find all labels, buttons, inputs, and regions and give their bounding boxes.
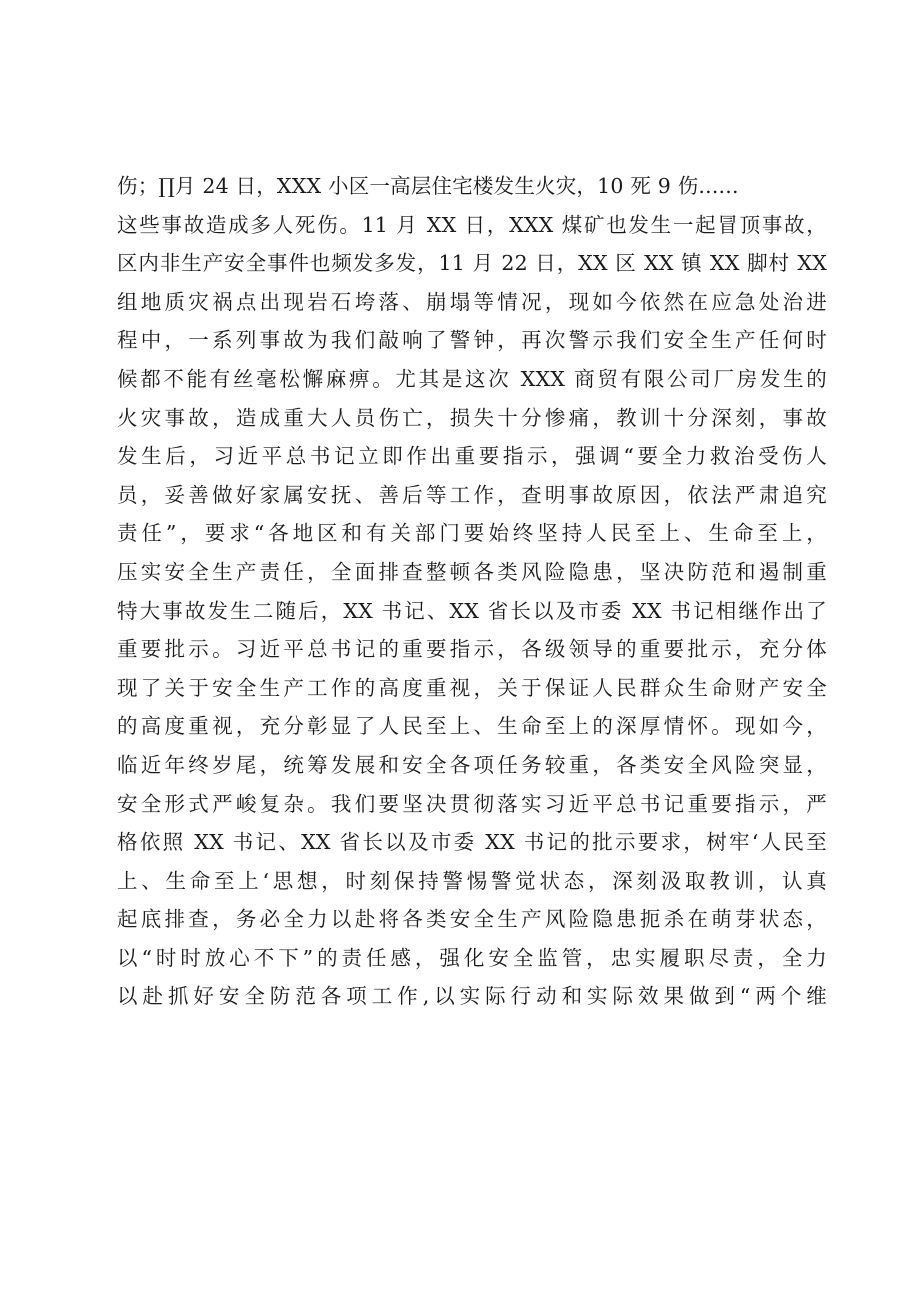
text-line: 组地质灾祸点出现岩石垮落、崩塌等情况，现如今依然在应急处治进 — [117, 289, 827, 314]
text-line: 以赴抓好安全防范各项工作,以实际行动和实际效果做到“两个维 — [117, 984, 827, 1009]
text-line: 格依照 XX 书记、XX 省长以及市委 XX 书记的批示要求，树牢‘人民至 — [117, 830, 827, 855]
text-line: 特大事故发生二随后，XX 书记、XX 省长以及市委 XX 书记相继作出了 — [117, 598, 827, 623]
text-line: 责任”，要求“各地区和有关部门要始终坚持人民至上、生命至上， — [117, 521, 827, 546]
text-line: 区内非生产安全事件也频发多发，11 月 22 日，XX 区 XX 镇 XX 脚村 XX — [117, 251, 827, 276]
text-line: 上、生命至上‘思想，时刻保持警惕警觉状态，深刻汲取教训，认真 — [117, 868, 827, 893]
body-text — [117, 167, 827, 1016]
text-line: 伤；∏月 24 日，XXX 小区一高层住宅楼发生火灾，10 死 9 伤...... — [117, 174, 739, 198]
text-line: 压实安全生产责任，全面排查整顿各类风险隐患，坚决防范和遏制重 — [117, 559, 827, 584]
text-line: 的高度重视，充分彰显了人民至上、生命至上的深厚情怀。现如今， — [117, 714, 827, 739]
text-line: 起底排查，务必全力以赴将各类安全生产风险隐患扼杀在萌芽状态， — [117, 907, 827, 932]
text-line: 员，妥善做好家属安抚、善后等工作，查明事故原因，依法严肃追究 — [117, 482, 827, 507]
text-line: 程中，一系列事故为我们敲响了警钟，再次警示我们安全生产任何时 — [117, 328, 827, 353]
text-line: 以“时时放心不下”的责任感，强化安全监管，忠实履职尽责，全力 — [117, 945, 827, 970]
text-line: 候都不能有丝毫松懈麻痹。尤其是这次 XXX 商贸有限公司厂房发生的 — [117, 366, 827, 391]
text-line: 发生后，习近平总书记立即作出重要指示，强调“要全力救治受伤人 — [117, 444, 827, 469]
text-line: 重要批示。习近平总书记的重要指示，各级领导的重要批示，充分体 — [117, 637, 827, 662]
text-line: 安全形式严峻复杂。我们要坚决贯彻落实习近平总书记重要指示，严 — [117, 791, 827, 816]
text-line: 火灾事故，造成重大人员伤亡，损失十分惨痛，教训十分深刻，事故 — [117, 405, 827, 430]
text-line: 临近年终岁尾，统筹发展和安全各项任务较重，各类安全风险突显， — [117, 752, 827, 777]
text-line: 这些事故造成多人死伤。11 月 XX 日，XXX 煤矿也发生一起冒顶事故， — [117, 212, 827, 237]
text-line: 现了关于安全生产工作的高度重视，关于保证人民群众生命财产安全 — [117, 675, 827, 700]
